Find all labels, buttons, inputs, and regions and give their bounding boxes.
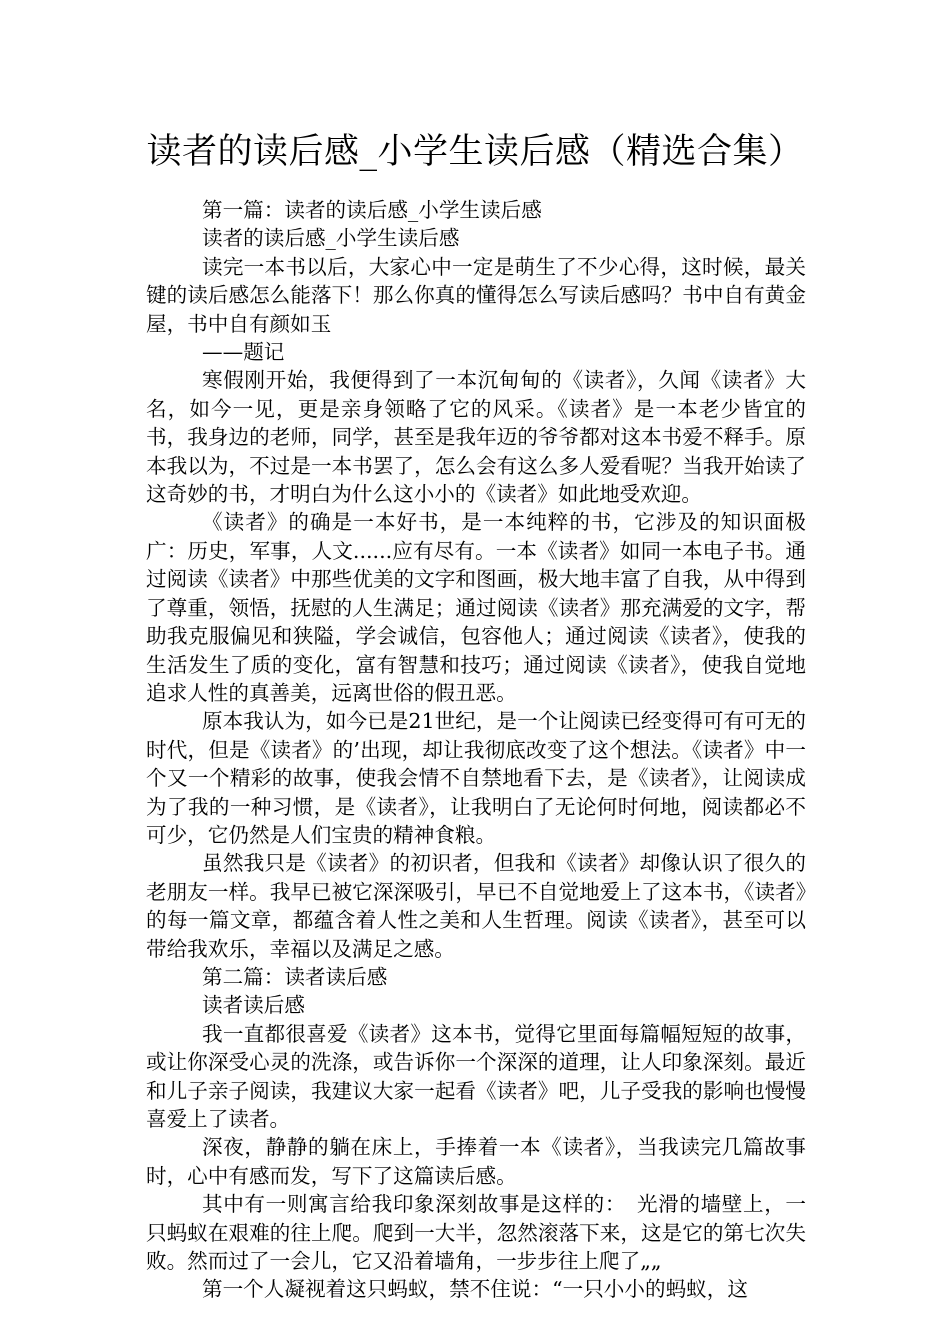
paragraph: 虽然我只是《读者》的初识者，但我和《读者》却像认识了很久的老朋友一样。我早已被它深深吸引，早已不自觉地爱上了这本书，《读者》的每一篇文章，都蕴含着人性之美和人生哲理。阅读《读者》，甚至可以带给我欢乐，幸福以及满足之感。	[146, 851, 806, 961]
paragraph: 原本我认为，如今已是21世纪，是一个让阅读已经变得可有可无的时代，但是《读者》的’出现，却让我彻底改变了这个想法。《读者》中一个又一个精彩的故事，使我会情不自禁地看下去，是《读者》，让阅读成为了我的一种习惯，是《读者》，让我明白了无论何时何地，阅读都必不可少，它仍然是人们宝贵的精神食粮。	[146, 709, 806, 847]
section-heading-1: 第一篇：读者的读后感_小学生读后感	[202, 198, 542, 222]
paragraph: 第一个人凝视着这只蚂蚁，禁不住说：“一只小小的蚂蚁，这	[202, 1277, 748, 1302]
paragraph: 《读者》的确是一本好书，是一本纯粹的书，它涉及的知识面极广：历史，军事，人文......应有尽有。一本《读者》如同一本电子书。通过阅读《读者》中那些优美的文字和图画，极大地丰富了自我，从中得到了尊重，领悟，抚慰的人生满足；通过阅读《读者》那充满爱的文字，帮助我克服偏见和狭隘，学会诚信，包容他人；通过阅读《读者》，使我的生活发生了质的变化，富有智慧和技巧；通过阅读《读者》，使我自觉地追求人性的真善美，远离世俗的假丑恶。	[146, 510, 806, 705]
paragraph: 深夜，静静的躺在床上，手捧着一本《读者》，当我读完几篇故事时，心中有感而发，写下了这篇读后感。	[146, 1135, 806, 1188]
epigraph-attribution: ——题记	[202, 340, 285, 365]
article-title-1: 读者的读后感_小学生读后感	[202, 226, 460, 251]
document-title: 读者的读后感_小学生读后感（精选合集）	[146, 132, 804, 172]
paragraph: 寒假刚开始，我便得到了一本沉甸甸的《读者》，久闻《读者》大名，如今一见，更是亲身领略了它的风采。《读者》是一本老少皆宜的书，我身边的老师，同学，甚至是我年迈的爷爷都对这本书爱不释手。原本我以为，不过是一本书罢了，怎么会有这么多人爱看呢？当我开始读了这奇妙的书，才明白为什么这小小的《读者》如此地受欢迎。	[146, 368, 806, 507]
paragraph: 我一直都很喜爱《读者》这本书，觉得它里面每篇幅短短的故事，或让你深受心灵的洗涤，或告诉你一个深深的道理，让人印象深刻。最近和儿子亲子阅读，我建议大家一起看《读者》吧，儿子受我的影响也慢慢喜爱上了读者。	[146, 1021, 806, 1131]
article-title-2: 读者读后感	[202, 993, 305, 1018]
paragraph: 其中有一则寓言给我印象深刻故事是这样的： 光滑的墙壁上，一只蚂蚁在艰难的往上爬。爬到一大半，忽然滚落下来，这是它的第七次失败。然而过了一会儿，它又沿着墙角，一步步往上爬了„„	[146, 1192, 806, 1274]
paragraph: 读完一本书以后，大家心中一定是萌生了不少心得，这时候，最关键的读后感怎么能落下！那么你真的懂得怎么写读后感吗？书中自有黄金屋，书中自有颜如玉	[146, 254, 806, 336]
section-heading-2: 第二篇：读者读后感	[202, 964, 388, 989]
document-body	[146, 196, 806, 1304]
